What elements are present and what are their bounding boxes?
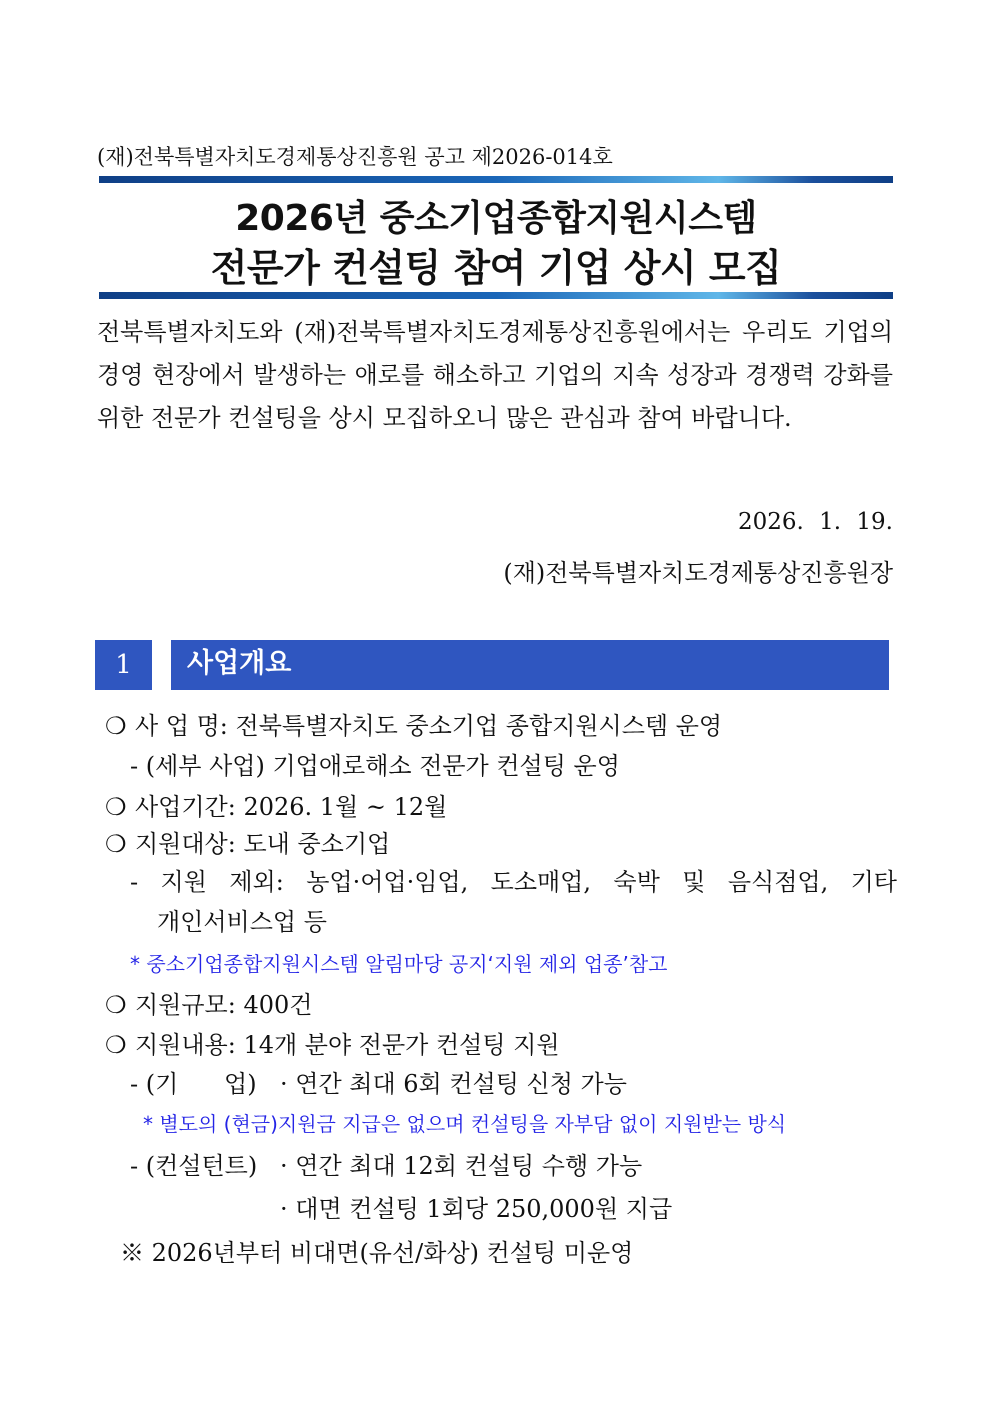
intro-paragraph: 전북특별자치도와 (재)전북특별자치도경제통상진흥원에서는 우리도 기업의 경영 현장에서 발생하는 애로를 해소하고 기업의 지속 성장과 경쟁력 강화를 위한 전문가 컨설팅을 상시 모집하오니 많은 관심과 참여 바랍니다. <box>97 318 893 432</box>
announcement-date: 2026. 1. 19. <box>738 509 893 535</box>
bullet-circle-icon: ❍ <box>105 793 127 821</box>
exclusion-note: * 중소기업종합지원시스템 알림마당 공지‘지원 제외 업종’참고 <box>130 952 668 976</box>
bullet-circle-icon: ❍ <box>105 1031 127 1059</box>
company-text: · 연간 최대 6회 컨설팅 신청 가능 <box>280 1070 627 1098</box>
bullet-circle-icon: ❍ <box>105 991 127 1019</box>
bottom-divider <box>99 292 893 299</box>
item-content <box>105 1025 560 1060</box>
item-exclusion: - 지원 제외: 농업·어업·임업, 도소매업, 숙박 및 음식점업, 기타 <box>130 868 897 896</box>
notice-number: (재)전북특별자치도경제통상진흥원 공고 제2026-014호 <box>97 145 613 169</box>
consultant-text-2: · 대면 컨설팅 1회당 250,000원 지급 <box>280 1195 673 1223</box>
top-divider <box>99 176 893 183</box>
item-text: 지원규모: 400건 <box>135 991 313 1019</box>
item-business-name <box>105 706 722 741</box>
section-number: 1 <box>95 640 152 690</box>
item-text: 지원대상: 도내 중소기업 <box>135 830 391 858</box>
company-label: - (기 업) <box>130 1070 257 1098</box>
item-text: 사업기간: 2026. 1월 ~ 12월 <box>135 793 448 821</box>
section-header <box>171 640 889 690</box>
page-title-line1: 2026년 중소기업종합지원시스템 <box>235 198 757 239</box>
section-title: 사업개요 <box>187 648 292 679</box>
item-target <box>105 824 390 859</box>
item-exclusion-cont: 개인서비스업 등 <box>157 908 327 936</box>
remark-note: ※ 2026년부터 비대면(유선/화상) 컨설팅 미운영 <box>120 1239 634 1267</box>
item-text: 사 업 명: 전북특별자치도 중소기업 종합지원시스템 운영 <box>135 712 723 740</box>
bullet-circle-icon: ❍ <box>105 830 127 858</box>
company-note: * 별도의 (현금)지원금 지급은 없으며 컨설팅을 자부담 없이 지원받는 방식 <box>143 1112 787 1136</box>
item-business-detail: - (세부 사업) 기업애로해소 전문가 컨설팅 운영 <box>130 752 620 780</box>
item-text: 지원내용: 14개 분야 전문가 컨설팅 지원 <box>135 1031 560 1059</box>
consultant-label: - (컨설턴트) <box>130 1152 258 1180</box>
item-period <box>105 787 447 822</box>
page-title-line2: 전문가 컨설팅 참여 기업 상시 모집 <box>210 246 782 290</box>
consultant-text-1: · 연간 최대 12회 컨설팅 수행 가능 <box>280 1152 643 1180</box>
issuer-name: (재)전북특별자치도경제통상진흥원장 <box>503 559 893 587</box>
item-scale <box>105 985 312 1020</box>
bullet-circle-icon: ❍ <box>105 712 127 740</box>
